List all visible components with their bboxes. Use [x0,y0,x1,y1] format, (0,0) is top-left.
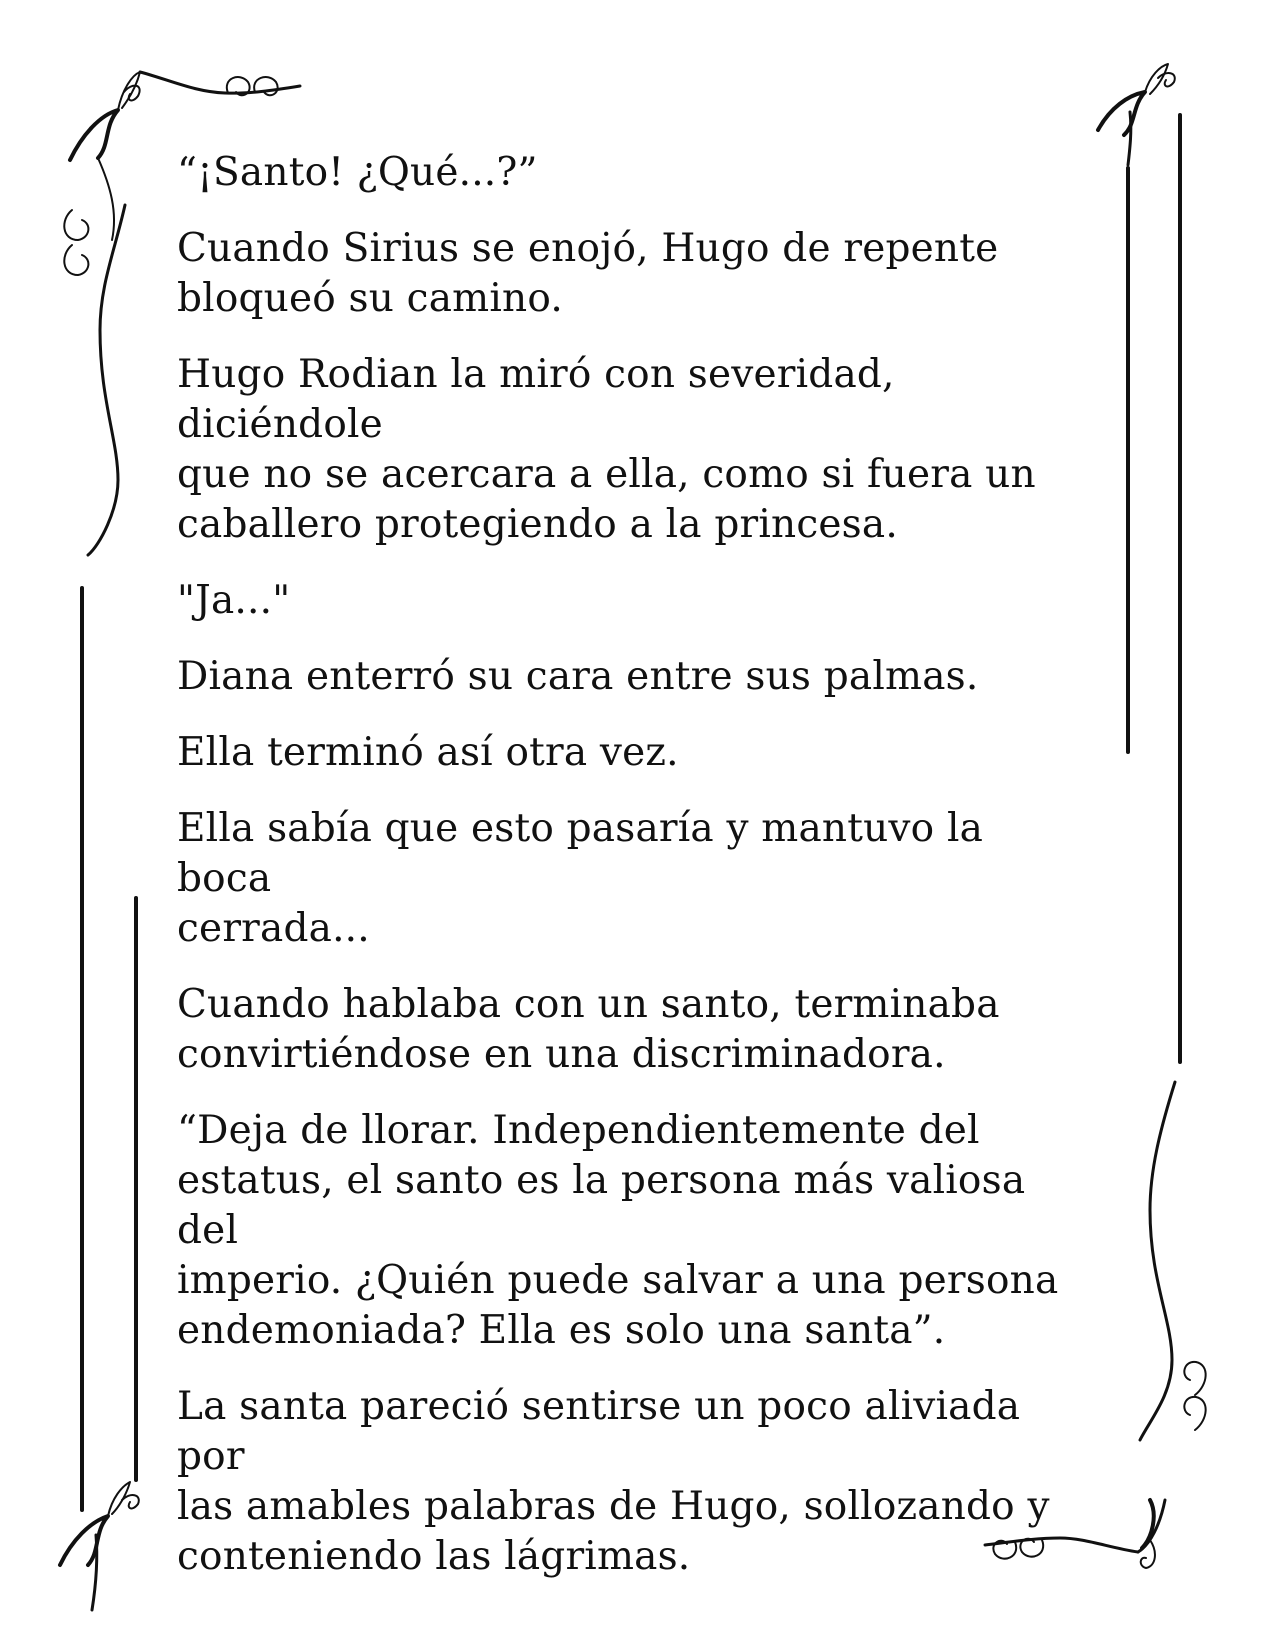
bottom-left-flourish-icon [60,1482,139,1610]
paragraph: Cuando hablaba con un santo, terminaba convirtiéndose en una discriminadora. [177,982,1000,1077]
paragraph: La santa pareció sentirse un poco aliviada por las amables palabras de Hugo, sollozando y conteniendo las lágrimas. [177,1384,1050,1579]
paragraph: Cuando Sirius se enojó, Hugo de repente bloqueó su camino. [177,226,999,321]
document-body [177,148,1087,1608]
top-right-flourish-icon [1098,64,1175,165]
paragraph: Ella sabía que esto pasaría y mantuvo la boca cerrada... [177,806,984,951]
paragraph: Ella terminó así otra vez. [177,730,679,775]
right-swash-icon [1140,1082,1175,1440]
paragraph: “Deja de llorar. Independientemente del estatus, el santo es la persona más valiosa del imperio. ¿Quién puede salvar a una persona endemoniada? Ella es solo una santa”. [177,1108,1059,1353]
paragraph: "Ja..." [177,578,291,623]
paragraph: Hugo Rodian la miró con severidad, diciéndole que no se acercara a ella, como si fuera un caballero protegiendo a la princesa. [177,352,1036,547]
paragraph: Diana enterró su cara entre sus palmas. [177,654,979,699]
paragraph: “¡Santo! ¿Qué...?” [177,150,538,195]
left-swash-icon [88,205,125,555]
